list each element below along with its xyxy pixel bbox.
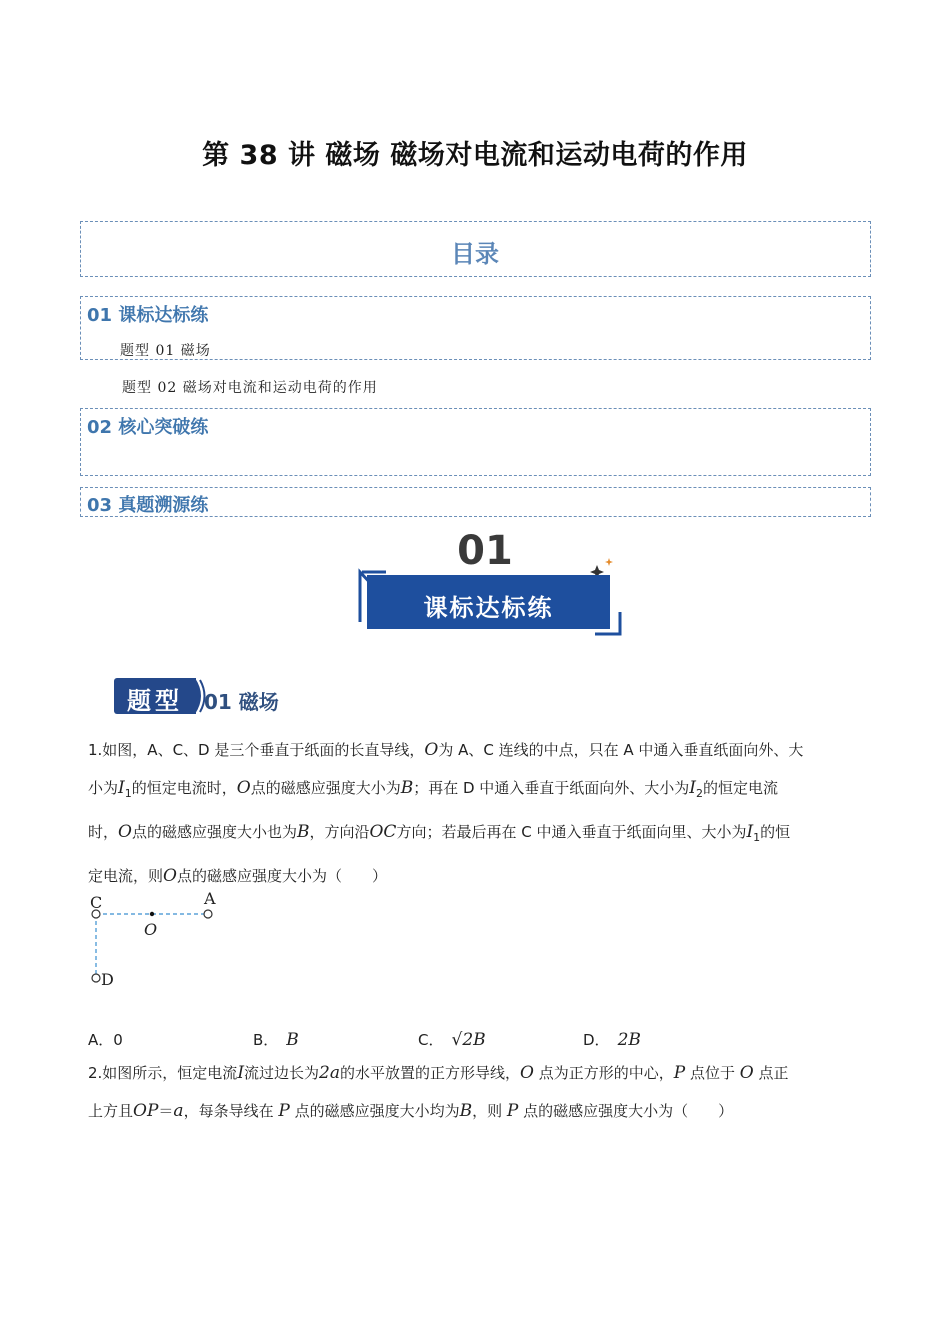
q2-line-2: 上方且OP＝a，每条导线在 P 点的磁感应强度大小均为B，则 P 点的磁感应强度大小为（ ） <box>88 1101 734 1121</box>
banner-text: 课标达标练 <box>423 594 554 622</box>
question-1 <box>88 731 868 895</box>
q1-line-3: 时，O点的磁感应强度大小也为B，方向沿OC方向；若最后再在 C 中通入垂直于纸面向里、大小为$I_1$的恒 <box>88 822 791 844</box>
sparkle-small-icon <box>605 558 613 566</box>
q1-option-c[interactable]: C． √2B <box>418 1030 486 1050</box>
toc-section-02[interactable]: 02 核心突破练 <box>87 417 209 438</box>
q1-line-4: 定电流，则O点的磁感应强度大小为（ ） <box>88 866 387 886</box>
label-o: O <box>144 920 158 939</box>
topic-tag-text: 题型 <box>127 686 183 715</box>
q1-option-a[interactable]: A．0 <box>88 1031 123 1049</box>
banner-number: 01 <box>457 528 513 574</box>
wire-a <box>204 910 212 918</box>
label-c: C <box>90 893 103 912</box>
toc-section-03[interactable]: 03 真题溯源练 <box>87 495 209 516</box>
q1-option-d[interactable]: D． 2B <box>583 1030 641 1050</box>
q1-line-2: 小为$I_1$的恒定电流时，O点的磁感应强度大小为B；再在 D 中通入垂直于纸面向外、大小为$I_2$的恒定电流 <box>88 778 779 800</box>
label-a: A <box>204 889 216 908</box>
label-d: D <box>101 970 114 989</box>
q1-figure <box>82 888 232 998</box>
page-title: 第 38 讲 磁场 磁场对电流和运动电荷的作用 <box>202 140 748 171</box>
question-2 <box>88 1054 868 1130</box>
q1-line-1: 1.如图，A、C、D 是三个垂直于纸面的长直导线，O为 A、C 连线的中点，只在 A 中通入垂直纸面向外、大 <box>88 740 804 760</box>
q1-option-b[interactable]: B． B <box>253 1030 299 1050</box>
wire-d <box>92 974 100 982</box>
point-o <box>150 912 154 916</box>
topic-title: 01 磁场 <box>204 690 279 714</box>
q2-line-1: 2.如图所示，恒定电流I流过边长为2a的水平放置的正方形导线，O 点为正方形的中心，P 点位于 O 点正 <box>88 1063 789 1083</box>
toc-section-01[interactable]: 01 课标达标练 <box>87 305 209 326</box>
toc-item-topic-02[interactable]: 题型 02 磁场对电流和运动电荷的作用 <box>122 380 378 396</box>
toc-item-topic-01[interactable]: 题型 01 磁场 <box>120 343 211 359</box>
toc-heading: 目录 <box>451 240 499 268</box>
